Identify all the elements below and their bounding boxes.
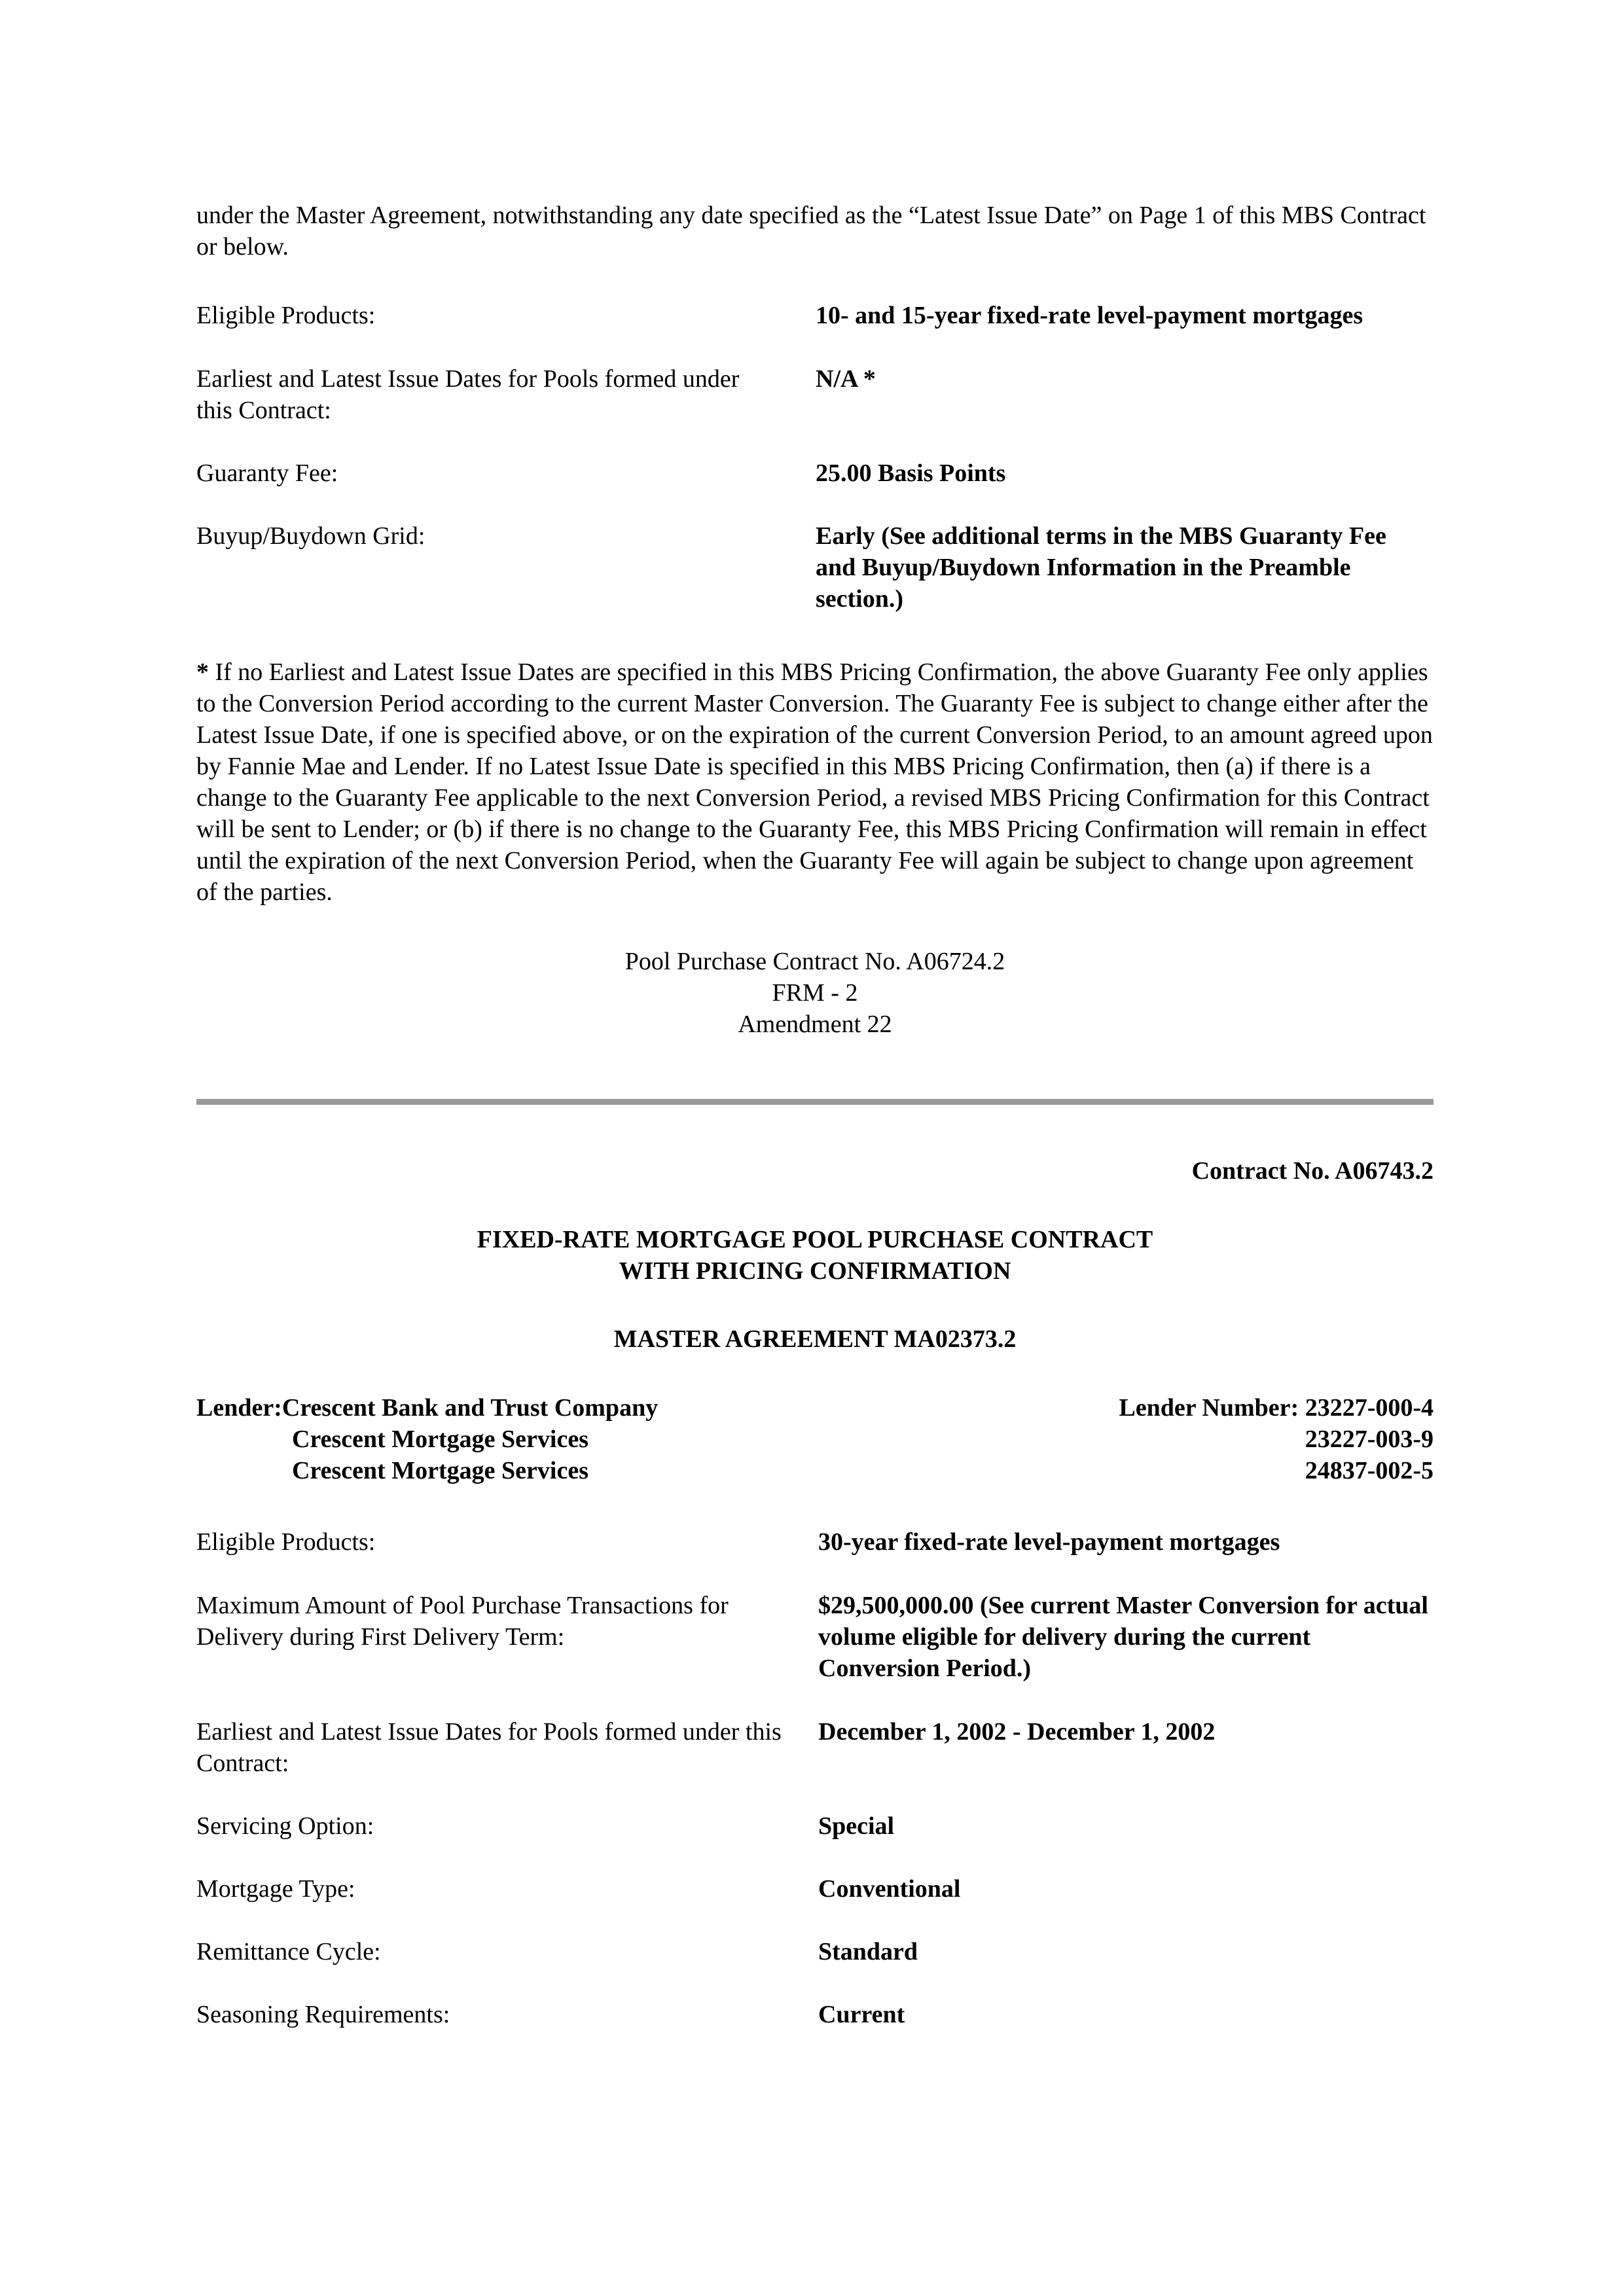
s2-value: Current: [818, 2001, 905, 2028]
lender-names: [196, 1392, 851, 1486]
lender-name: Crescent Bank and Trust Company: [281, 1394, 659, 1422]
s1-label: Guaranty Fee:: [196, 459, 338, 487]
footnote-paragraph: [196, 656, 1434, 908]
footer-form-id: FRM - 2: [772, 979, 858, 1007]
section-divider: [196, 1099, 1434, 1105]
lender-number-line-1: [844, 1392, 1434, 1424]
lender-numbers: [844, 1392, 1434, 1486]
contract-number: Contract No. A06743.2: [1191, 1157, 1434, 1185]
s1-value: 25.00 Basis Points: [816, 459, 1006, 487]
s2-value: Special: [818, 1812, 895, 1840]
lender-line-1: [196, 1392, 851, 1424]
pool-contract-footer: [196, 946, 1434, 1040]
lender-line-2: Crescent Mortgage Services: [292, 1426, 588, 1453]
s2-value: Standard: [818, 1938, 918, 1965]
title-line-1: FIXED-RATE MORTGAGE POOL PURCHASE CONTRACT: [477, 1226, 1153, 1253]
lender-line-3: Crescent Mortgage Services: [292, 1457, 588, 1484]
s1-label: Earliest and Latest Issue Dates for Pools formed under this Contract:: [196, 365, 740, 424]
s2-value: $29,500,000.00 (See current Master Conversion for actual volume eligible for delivery during the current Conversion Period.): [818, 1592, 1428, 1682]
footer-amendment: Amendment 22: [738, 1011, 892, 1038]
s2-label: Servicing Option:: [196, 1812, 374, 1840]
s2-label: Seasoning Requirements:: [196, 2001, 450, 2028]
lender-number-line-3: 24837-002-5: [1305, 1457, 1434, 1484]
s2-value: 30-year fixed-rate level-payment mortgages: [818, 1528, 1280, 1556]
s2-label: Mortgage Type:: [196, 1875, 355, 1903]
contract-title: [196, 1224, 1434, 1287]
lender-number-label: Lender Number:: [1119, 1394, 1305, 1422]
s2-value: December 1, 2002 - December 1, 2002: [818, 1718, 1216, 1746]
s2-label: Maximum Amount of Pool Purchase Transactions for Delivery during First Delivery Term:: [196, 1592, 729, 1651]
continuation-paragraph: under the Master Agreement, notwithstanding any date specified as the “Latest Issue Date” on Page 1 of this MBS Contract or below.: [196, 202, 1426, 260]
lender-number-line-2: 23227-003-9: [1305, 1426, 1434, 1453]
lender-label: Lender:: [196, 1394, 282, 1422]
s2-value: Conventional: [818, 1875, 961, 1903]
footnote-text: If no Earliest and Latest Issue Dates are specified in this MBS Pricing Confirmation, the above Guaranty Fee only applies to the Conversion Period according to the current Master Conversion. The Guaranty Fee is subject to change either after the Latest Issue Date, if one is specified above, or on the expiration of the current Conversion Period, to an amount agreed upon by Fannie Mae and Lender. If no Latest Issue Date is specified in this MBS Pricing Confirmation, then (a) if there is a change to the Guaranty Fee applicable to the next Conversion Period, a revised MBS Pricing Confirmation for this Contract will be sent to Lender; or (b) if there is no change to the Guaranty Fee, this MBS Pricing Confirmation will remain in effect until the expiration of the next Conversion Period, when the Guaranty Fee will again be subject to change upon agreement of the parties.: [196, 658, 1433, 906]
s2-label: Remittance Cycle:: [196, 1938, 381, 1965]
s1-value: Early (See additional terms in the MBS Guaranty Fee and Buyup/Buydown Information in the Preamble section.): [816, 522, 1386, 613]
footer-contract-no: Pool Purchase Contract No. A06724.2: [624, 948, 1005, 975]
s1-label: Buyup/Buydown Grid:: [196, 522, 425, 550]
lender-number: 23227-000-4: [1305, 1394, 1434, 1422]
master-agreement-heading: MASTER AGREEMENT MA02373.2: [613, 1325, 1017, 1353]
s1-value: 10- and 15-year fixed-rate level-payment mortgages: [816, 302, 1363, 329]
s1-label: Eligible Products:: [196, 302, 376, 329]
s1-value: N/A *: [816, 365, 876, 393]
s2-label: Eligible Products:: [196, 1528, 376, 1556]
title-line-2: WITH PRICING CONFIRMATION: [619, 1257, 1011, 1285]
footnote-mark: *: [196, 658, 209, 686]
s2-label: Earliest and Latest Issue Dates for Pools formed under this Contract:: [196, 1718, 782, 1777]
